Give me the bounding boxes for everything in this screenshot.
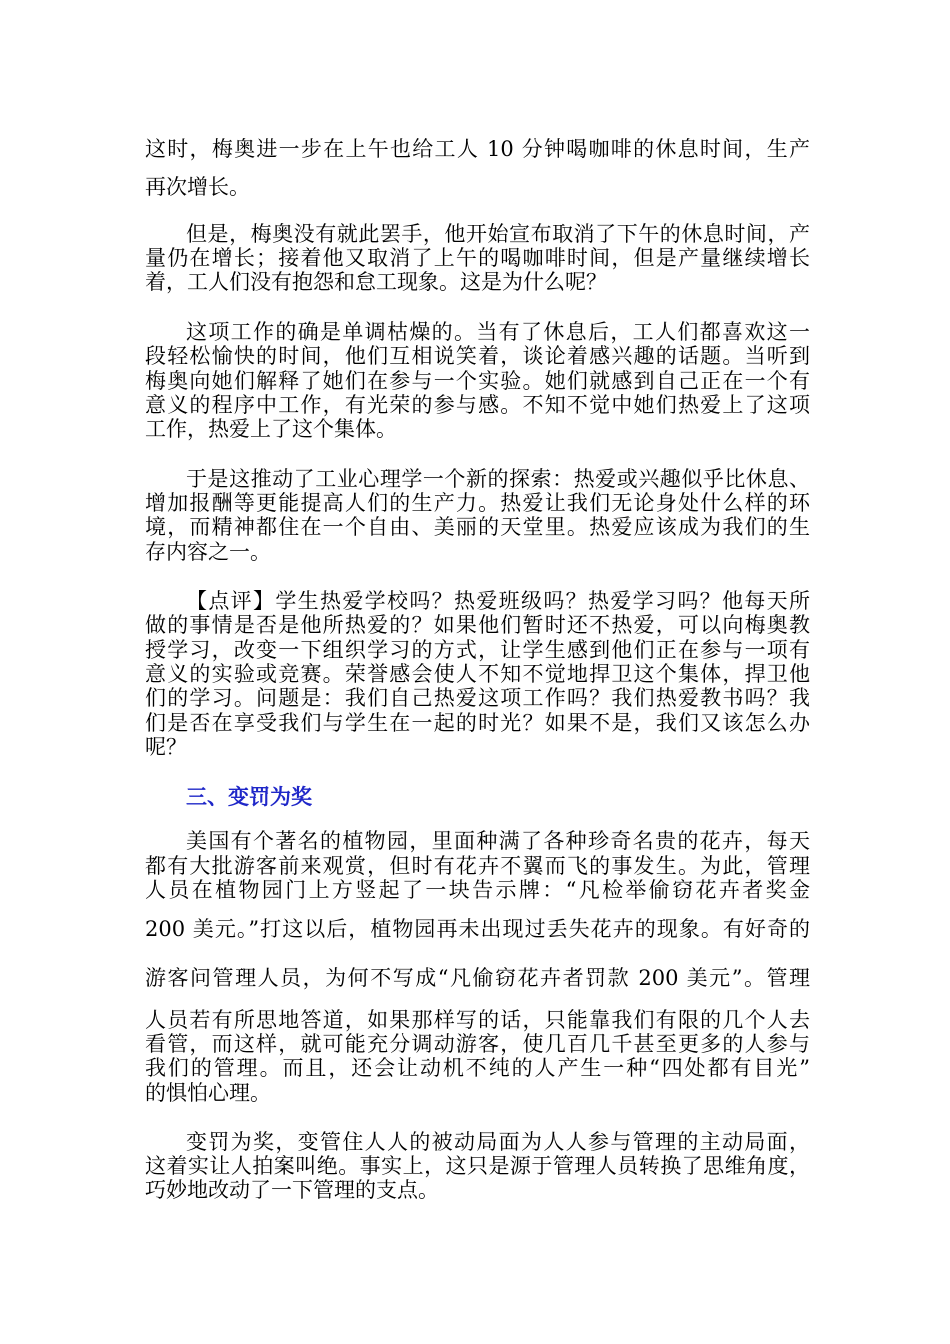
paragraph-2-line-3: 着，工人们没有抱怨和怠工现象。这是为什么呢？	[145, 270, 607, 294]
paragraph-5-line-5: 们的学习。问题是：我们自己热爱这项工作吗？我们热爱教书吗？我	[145, 686, 810, 710]
paragraph-3-line-3: 梅奥向她们解释了她们在参与一个实验。她们就感到自己正在一个有	[145, 369, 810, 393]
paragraph-6-line-3: 人员在植物园门上方竖起了一块告示牌：“凡检举偷窃花卉者奖金	[145, 878, 810, 902]
paragraph-5-line-3: 授学习，改变一下组织学习的方式，让学生感到他们正在参与一项有	[145, 638, 810, 662]
paragraph-6-line-8: 我们的管理。而且，还会让动机不纯的人产生一种“四处都有目光”	[145, 1056, 810, 1080]
paragraph-3-line-5: 工作，热爱上了这个集体。	[145, 417, 397, 441]
paragraph-6-line-2: 都有大批游客前来观赏，但时有花卉不翼而飞的事发生。为此，管理	[145, 854, 810, 878]
paragraph-6-line-4: 200 美元。”打这以后，植物园再未出现过丢失花卉的现象。有好奇的	[145, 917, 810, 941]
paragraph-1-line-1: 这时，梅奥进一步在上午也给工人 10 分钟喝咖啡的休息时间，生产	[145, 137, 810, 161]
paragraph-4-line-1: 于是这推动了工业心理学一个新的探索：热爱或兴趣似乎比休息、	[186, 467, 810, 491]
paragraph-7-line-2: 这着实让人拍案叫绝。事实上，这只是源于管理人员转换了思维角度，	[145, 1154, 810, 1178]
paragraph-6-line-9: 的惧怕心理。	[145, 1081, 271, 1105]
paragraph-3-line-4: 意义的程序中工作，有光荣的参与感。不知不觉中她们热爱上了这项	[145, 393, 810, 417]
paragraph-3-line-1: 这项工作的确是单调枯燥的。当有了休息后，工人们都喜欢这一	[186, 320, 810, 344]
paragraph-5-line-1: 【点评】学生热爱学校吗？热爱班级吗？热爱学习吗？他每天所	[186, 589, 810, 613]
paragraph-5-line-2: 做的事情是否是他所热爱的？如果他们暂时还不热爱，可以向梅奥教	[145, 613, 810, 637]
paragraph-6-line-7: 看管，而这样，就可能充分调动游客，使几百几千甚至更多的人参与	[145, 1032, 810, 1056]
paragraph-4-line-4: 存内容之一。	[145, 540, 271, 564]
paragraph-5-line-4: 意义的实验或竞赛。荣誉感会使人不知不觉地捍卫这个集体，捍卫他	[145, 662, 810, 686]
section-heading: 三、变罚为奖	[186, 785, 312, 809]
paragraph-6-line-1: 美国有个著名的植物园，里面种满了各种珍奇名贵的花卉，每天	[186, 829, 810, 853]
paragraph-4-line-3: 境，而精神都住在一个自由、美丽的天堂里。热爱应该成为我们的生	[145, 515, 810, 539]
paragraph-6-line-5: 游客问管理人员，为何不写成“凡偷窃花卉者罚款 200 美元”。管理	[145, 966, 810, 990]
paragraph-1-line-2: 再次增长。	[145, 175, 250, 199]
paragraph-2-line-1: 但是，梅奥没有就此罢手，他开始宣布取消了下午的休息时间，产	[186, 222, 810, 246]
paragraph-3-line-2: 段轻松愉快的时间，他们互相说笑着，谈论着感兴趣的话题。当听到	[145, 344, 810, 368]
paragraph-5-line-7: 呢？	[145, 735, 187, 759]
paragraph-5-line-6: 们是否在享受我们与学生在一起的时光？如果不是，我们又该怎么办	[145, 711, 810, 735]
paragraph-7-line-3: 巧妙地改动了一下管理的支点。	[145, 1178, 439, 1202]
paragraph-4-line-2: 增加报酬等更能提高人们的生产力。热爱让我们无论身处什么样的环	[145, 491, 810, 515]
paragraph-6-line-6: 人员若有所思地答道，如果那样写的话，只能靠我们有限的几个人去	[145, 1008, 810, 1032]
paragraph-2-line-2: 量仍在增长；接着他又取消了上午的喝咖啡时间，但是产量继续增长	[145, 246, 810, 270]
paragraph-7-line-1: 变罚为奖，变管住人人的被动局面为人人参与管理的主动局面，	[186, 1130, 810, 1154]
